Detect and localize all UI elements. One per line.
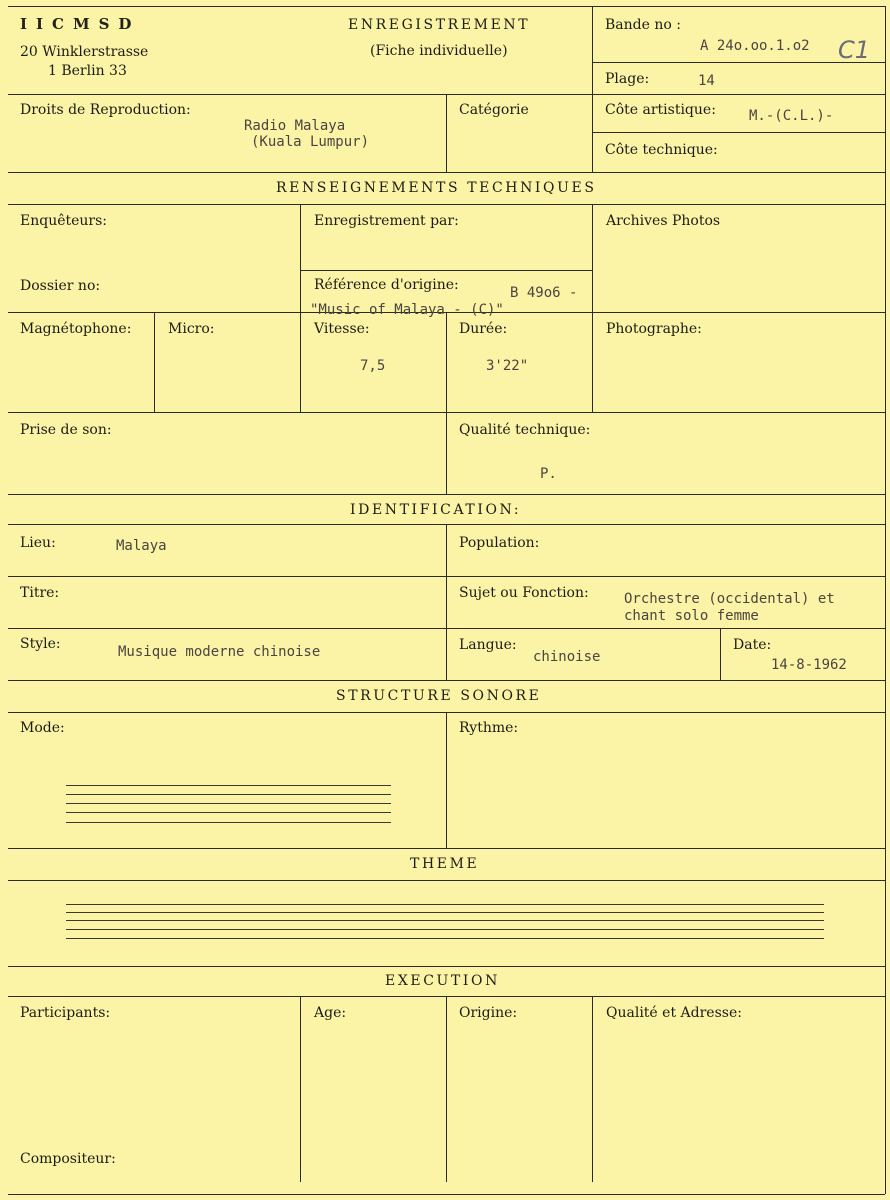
form-title: ENREGISTREMENT bbox=[348, 17, 531, 33]
staff-line bbox=[66, 785, 391, 786]
reference-label: Référence d'origine: bbox=[314, 277, 459, 293]
divider bbox=[446, 712, 447, 848]
vitesse-label: Vitesse: bbox=[314, 321, 370, 337]
date-value: 14-8-1962 bbox=[771, 657, 847, 673]
divider bbox=[154, 312, 155, 412]
duree-label: Durée: bbox=[459, 321, 508, 337]
divider bbox=[8, 848, 885, 849]
droits-value-1: Radio Malaya bbox=[244, 118, 346, 134]
bande-value: A 24o.oo.1.o2 bbox=[700, 38, 810, 54]
divider bbox=[300, 204, 301, 412]
divider bbox=[592, 204, 593, 412]
enqueteurs-label: Enquêteurs: bbox=[20, 213, 108, 229]
mode-label: Mode: bbox=[20, 720, 65, 736]
plage-value: 14 bbox=[698, 73, 715, 89]
style-label: Style: bbox=[20, 636, 61, 652]
address-line-2: 1 Berlin 33 bbox=[48, 63, 127, 79]
divider bbox=[446, 996, 447, 1182]
staff-line bbox=[66, 822, 391, 823]
divider bbox=[446, 412, 447, 494]
iicmsd-logo: IICMSD bbox=[20, 15, 141, 33]
staff-line bbox=[66, 929, 824, 930]
divider bbox=[446, 94, 447, 172]
archives-photos-label: Archives Photos bbox=[606, 213, 721, 229]
qualite-adresse-label: Qualité et Adresse: bbox=[606, 1005, 742, 1021]
lieu-label: Lieu: bbox=[20, 535, 56, 551]
divider bbox=[446, 312, 447, 412]
sujet-value-2: chant solo femme bbox=[624, 608, 759, 624]
divider bbox=[300, 270, 592, 271]
vitesse-value: 7,5 bbox=[360, 358, 386, 374]
section-theme: THEME bbox=[410, 856, 480, 872]
date-label: Date: bbox=[733, 637, 772, 653]
section-identification: IDENTIFICATION: bbox=[350, 502, 522, 518]
origine-label: Origine: bbox=[459, 1005, 518, 1021]
prise-de-son-label: Prise de son: bbox=[20, 422, 112, 438]
staff-line bbox=[66, 803, 391, 804]
divider bbox=[8, 172, 885, 173]
lieu-value: Malaya bbox=[116, 538, 167, 554]
sujet-label: Sujet ou Fonction: bbox=[459, 585, 589, 601]
staff-line bbox=[66, 794, 391, 795]
micro-label: Micro: bbox=[168, 321, 215, 337]
bande-handwritten: C1 bbox=[838, 36, 871, 64]
participants-label: Participants: bbox=[20, 1005, 111, 1021]
divider bbox=[720, 628, 721, 680]
style-value: Musique moderne chinoise bbox=[118, 644, 321, 660]
divider bbox=[8, 966, 885, 967]
dossier-label: Dossier no: bbox=[20, 278, 101, 294]
cote-artistique-label: Côte artistique: bbox=[605, 102, 716, 118]
droits-value-2: (Kuala Lumpur) bbox=[251, 134, 370, 150]
droits-label: Droits de Reproduction: bbox=[20, 102, 191, 118]
photographe-label: Photographe: bbox=[606, 321, 702, 337]
cote-technique-label: Côte technique: bbox=[605, 142, 718, 158]
titre-label: Titre: bbox=[20, 585, 60, 601]
langue-value: chinoise bbox=[533, 649, 601, 665]
divider bbox=[8, 680, 885, 681]
duree-value: 3'22" bbox=[486, 358, 529, 374]
staff-line bbox=[66, 904, 824, 905]
section-execution: EXECUTION bbox=[385, 973, 500, 989]
cote-artistique-value: M.-(C.L.)- bbox=[749, 108, 834, 124]
divider bbox=[592, 132, 885, 133]
reference-value-2: "Music of Malaya - (C)" bbox=[310, 302, 504, 318]
bande-label: Bande no : bbox=[605, 17, 681, 33]
section-structure-sonore: STRUCTURE SONORE bbox=[336, 688, 542, 704]
staff-line bbox=[66, 920, 824, 921]
divider bbox=[592, 94, 593, 172]
border-top bbox=[8, 6, 885, 7]
staff-line bbox=[66, 938, 824, 939]
divider bbox=[8, 204, 885, 205]
divider bbox=[8, 880, 885, 881]
divider bbox=[8, 576, 885, 577]
divider bbox=[300, 996, 301, 1182]
qualite-technique-value: P. bbox=[540, 466, 557, 482]
reference-value-1: B 49o6 - bbox=[510, 285, 578, 301]
divider bbox=[8, 494, 885, 495]
categorie-label: Catégorie bbox=[459, 102, 529, 118]
population-label: Population: bbox=[459, 535, 540, 551]
magnetophone-label: Magnétophone: bbox=[20, 321, 132, 337]
border-bottom bbox=[8, 1194, 885, 1195]
divider bbox=[592, 6, 593, 94]
langue-label: Langue: bbox=[459, 637, 517, 653]
compositeur-label: Compositeur: bbox=[20, 1151, 116, 1167]
staff-line bbox=[66, 812, 391, 813]
age-label: Age: bbox=[314, 1005, 347, 1021]
address-line-1: 20 Winklerstrasse bbox=[20, 44, 149, 60]
form-subtitle: (Fiche individuelle) bbox=[370, 43, 508, 59]
border-right bbox=[885, 6, 886, 1194]
plage-label: Plage: bbox=[605, 71, 650, 87]
divider bbox=[8, 628, 885, 629]
sujet-value-1: Orchestre (occidental) et bbox=[624, 591, 835, 607]
divider bbox=[446, 524, 447, 680]
rythme-label: Rythme: bbox=[459, 720, 519, 736]
staff-line bbox=[66, 912, 824, 913]
section-renseignements: RENSEIGNEMENTS TECHNIQUES bbox=[276, 180, 597, 196]
divider bbox=[592, 996, 593, 1182]
qualite-technique-label: Qualité technique: bbox=[459, 422, 591, 438]
enregistrement-par-label: Enregistrement par: bbox=[314, 213, 459, 229]
